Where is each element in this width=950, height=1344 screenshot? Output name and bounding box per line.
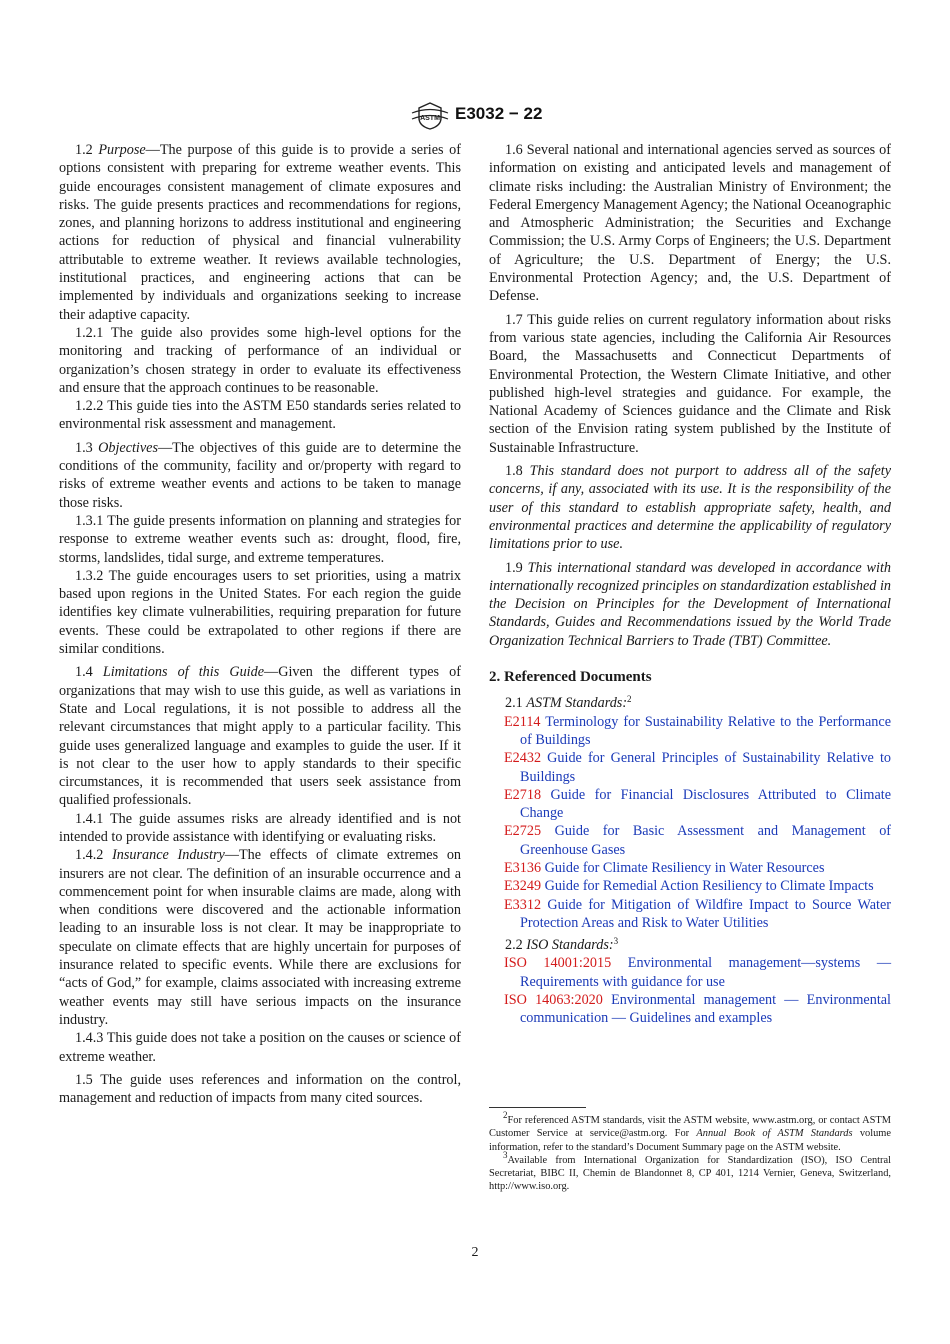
reference-item [489,877,891,895]
reference-item [489,713,891,750]
para-1-2: 1.2 Purpose—The purpose of this guide is to provide a series of options consistent with preparing for extreme weather events. This guide encourages consistent management of climate exposures and risks. The guide presents practices and recommendations for regions, zones, and planning horizons to address institutional and engineering actions for reduction of physical and financial vulnerability attributable to extreme weather. It reviews available technologies, institutional practices, and engineering actions that can be implemented by individuals and organizations seeking to increase their adaptive capacity. [59,142,461,323]
reference-item [489,749,891,786]
reference-item [489,991,891,1028]
reference-code-link[interactable]: E3312 [504,896,542,913]
reference-item [489,954,891,991]
para-1-3-2: 1.3.2 The guide encourages users to set priorities, using a matrix based upon regions in the United States. For each region the guide identifies key climate vulnerabilities, requiring preparation for future events. These could be extrapolated to other regions if there are similar conditions. [59,567,461,658]
para-1-5: 1.5 The guide uses references and information on the control, management and reduction of impacts from many cited sources. [59,1071,461,1107]
document-id: E3032 − 22 [455,104,543,123]
reference-code-link[interactable]: E3136 [504,859,542,876]
para-1-4-1: 1.4.1 The guide assumes risks are already identified and is not intended to provide assistance with identifying or evaluating risks. [59,810,461,845]
reference-title-link[interactable]: Environmental management — Environmental communication — Guidelines and examples [520,992,891,1027]
reference-code-link[interactable]: E2114 [504,713,541,730]
astm-logo-icon [410,102,450,130]
astm-standards-heading: 2.1 ASTM Standards:$^2$ [505,694,632,712]
footnotes [489,1107,891,1194]
footnote-2: $^2$For referenced ASTM standards, visit the ASTM website, www.astm.org, or contact ASTM Customer Service at service@astm.org. For Annual Book of ASTM Standards volume information, refer to the standard’s Document Summary page on the ASTM website. [489,1110,891,1153]
page-number: 2 [471,1245,479,1260]
iso-standards-heading: 2.2 ISO Standards:$^3$ [505,936,619,954]
para-1-4-2: 1.4.2 Insurance Industry—The effects of climate extremes on insurers are not clear. The definition of an insurable occurrence and a commencement point for when insurable claims are made, along with when conditions were discovered and the actionable information leading to an insurable loss is not clear. It may be inappropriate to speculate on climate effects that are highly uncertain for purposes of insurance related to specific events. While there are exclusions for “acts of God,” for example, claims associated with increasing extreme weather events may still have serious impacts on the insurance industry. [59,847,462,1028]
reference-title-link[interactable]: Guide for Mitigation of Wildfire Impact to Source Water Protection Areas and Risk to Water Utilities [520,896,892,931]
reference-code-link[interactable]: E2718 [504,786,542,803]
para-1-3-1: 1.3.1 The guide presents information on planning and strategies for response to extreme weather events such as: drought, flood, fire, storms, landslides, tidal surge, and extreme temperatures. [59,512,461,566]
reference-item [489,859,891,877]
para-1-8: 1.8 This standard does not purport to address all of the safety concerns, if any, associated with its use. It is the responsibility of the user of this standard to establish appropriate safety, health, and environmental practices and determine the applicability of regulatory limitations prior to use. [489,463,892,553]
reference-code-link[interactable]: E2432 [504,750,542,767]
left-column [59,141,461,1107]
reference-title-link[interactable]: Guide for Basic Assessment and Management of Greenhouse Gases [520,823,892,858]
para-1-6: 1.6 Several national and international agencies served as sources of information on existing and anticipated levels and management of climate risks including: the Australian Ministry of Environment; the Federal Emergency Management Agency; the National Oceanographic and Atmospheric Administration; the Securities and Exchange Commission; the U.S. Army Corps of Engineers; the U.S. Department of Agriculture; the U.S. Department of Energy; the U.S. Environmental Protection Agency; and, the U.S. Department of Defense. [489,142,891,305]
right-column [489,141,891,1028]
para-1-7: 1.7 This guide relies on current regulatory information about risks from various state agencies, including the California Air Resources Board, the Massachusetts and Connecticut Departments of Environmental Protection, the Western Climate Initiative, and other published high-level strategies and guidance. For example, the National Academy of Sciences guidance and the Climate and Risk section of the Envision rating system published by the Institute of Sustainable Infrastructure. [489,311,891,456]
para-1-4-3: 1.4.3 This guide does not take a position on the causes or science of extreme weather. [59,1030,461,1065]
reference-item [489,822,891,859]
para-1-2-2: 1.2.2 This guide ties into the ASTM E50 standards series related to environmental risk assessment and management. [59,398,461,433]
section-2-title: 2. Referenced Documents [489,669,652,686]
reference-code-link[interactable]: E2725 [504,823,542,840]
reference-title-link[interactable]: Environmental management—systems — Requirements with guidance for use [520,955,892,990]
para-1-3: 1.3 Objectives—The objectives of this guide are to determine the conditions of the community, facility and or/property with regard to risks of extreme weather events and actions to be taken to manage those risks. [59,439,461,511]
reference-item [489,786,891,823]
astm-logo-text: ASTM [420,115,440,122]
page-header [0,102,950,132]
reference-title-link[interactable]: Guide for Climate Resiliency in Water Resources [544,859,825,876]
reference-code-link[interactable]: ISO 14001:2015 [504,955,612,972]
reference-title-link[interactable]: Terminology for Sustainability Relative to the Performance of Buildings [520,713,892,748]
iso-reference-list [489,954,891,1027]
para-1-4: 1.4 Limitations of this Guide—Given the different types of organizations that may wish to use this guide, as well as variations in State and Local regulations, it is not possible to address all the relevant circumstances that might apply to a particular facility. This guide uses generalized language and examples to guide the user. If it is not clear to the user how to apply standards to their specific circumstances, it is recommended that users seek assistance from qualified professionals. [59,664,462,809]
reference-item [489,896,891,933]
para-1-9: 1.9 This international standard was developed in accordance with internationally recognized principles on standardization established in the Decision on Principles for the Development of International Standards, Guides and Recommendations issued by the World Trade Organization Technical Barriers to Trade (TBT) Committee. [489,559,891,649]
para-1-2-1: 1.2.1 The guide also provides some high-level options for the monitoring and tracking of performance of an individual or organization’s chosen strategy in order to evaluate its effectiveness and ensure that the approach continues to be reasonable. [59,324,461,396]
footnote-3: $^3$Available from International Organization for Standardization (ISO), ISO Central Secretariat, BIBC II, Chemin de Blandonnet 8, CP 401, 1214 Vernier, Geneva, Switzerland, http://www.iso.org. [489,1149,891,1193]
reference-code-link[interactable]: ISO 14063:2020 [504,992,603,1009]
reference-title-link[interactable]: Guide for Remedial Action Resiliency to Climate Impacts [544,878,874,895]
reference-title-link[interactable]: Guide for Financial Disclosures Attributed to Climate Change [520,786,891,822]
reference-code-link[interactable]: E3249 [504,878,542,895]
astm-reference-list [489,713,891,933]
footnote-divider [489,1107,586,1108]
reference-title-link[interactable]: Guide for General Principles of Sustainability Relative to Buildings [520,750,892,785]
